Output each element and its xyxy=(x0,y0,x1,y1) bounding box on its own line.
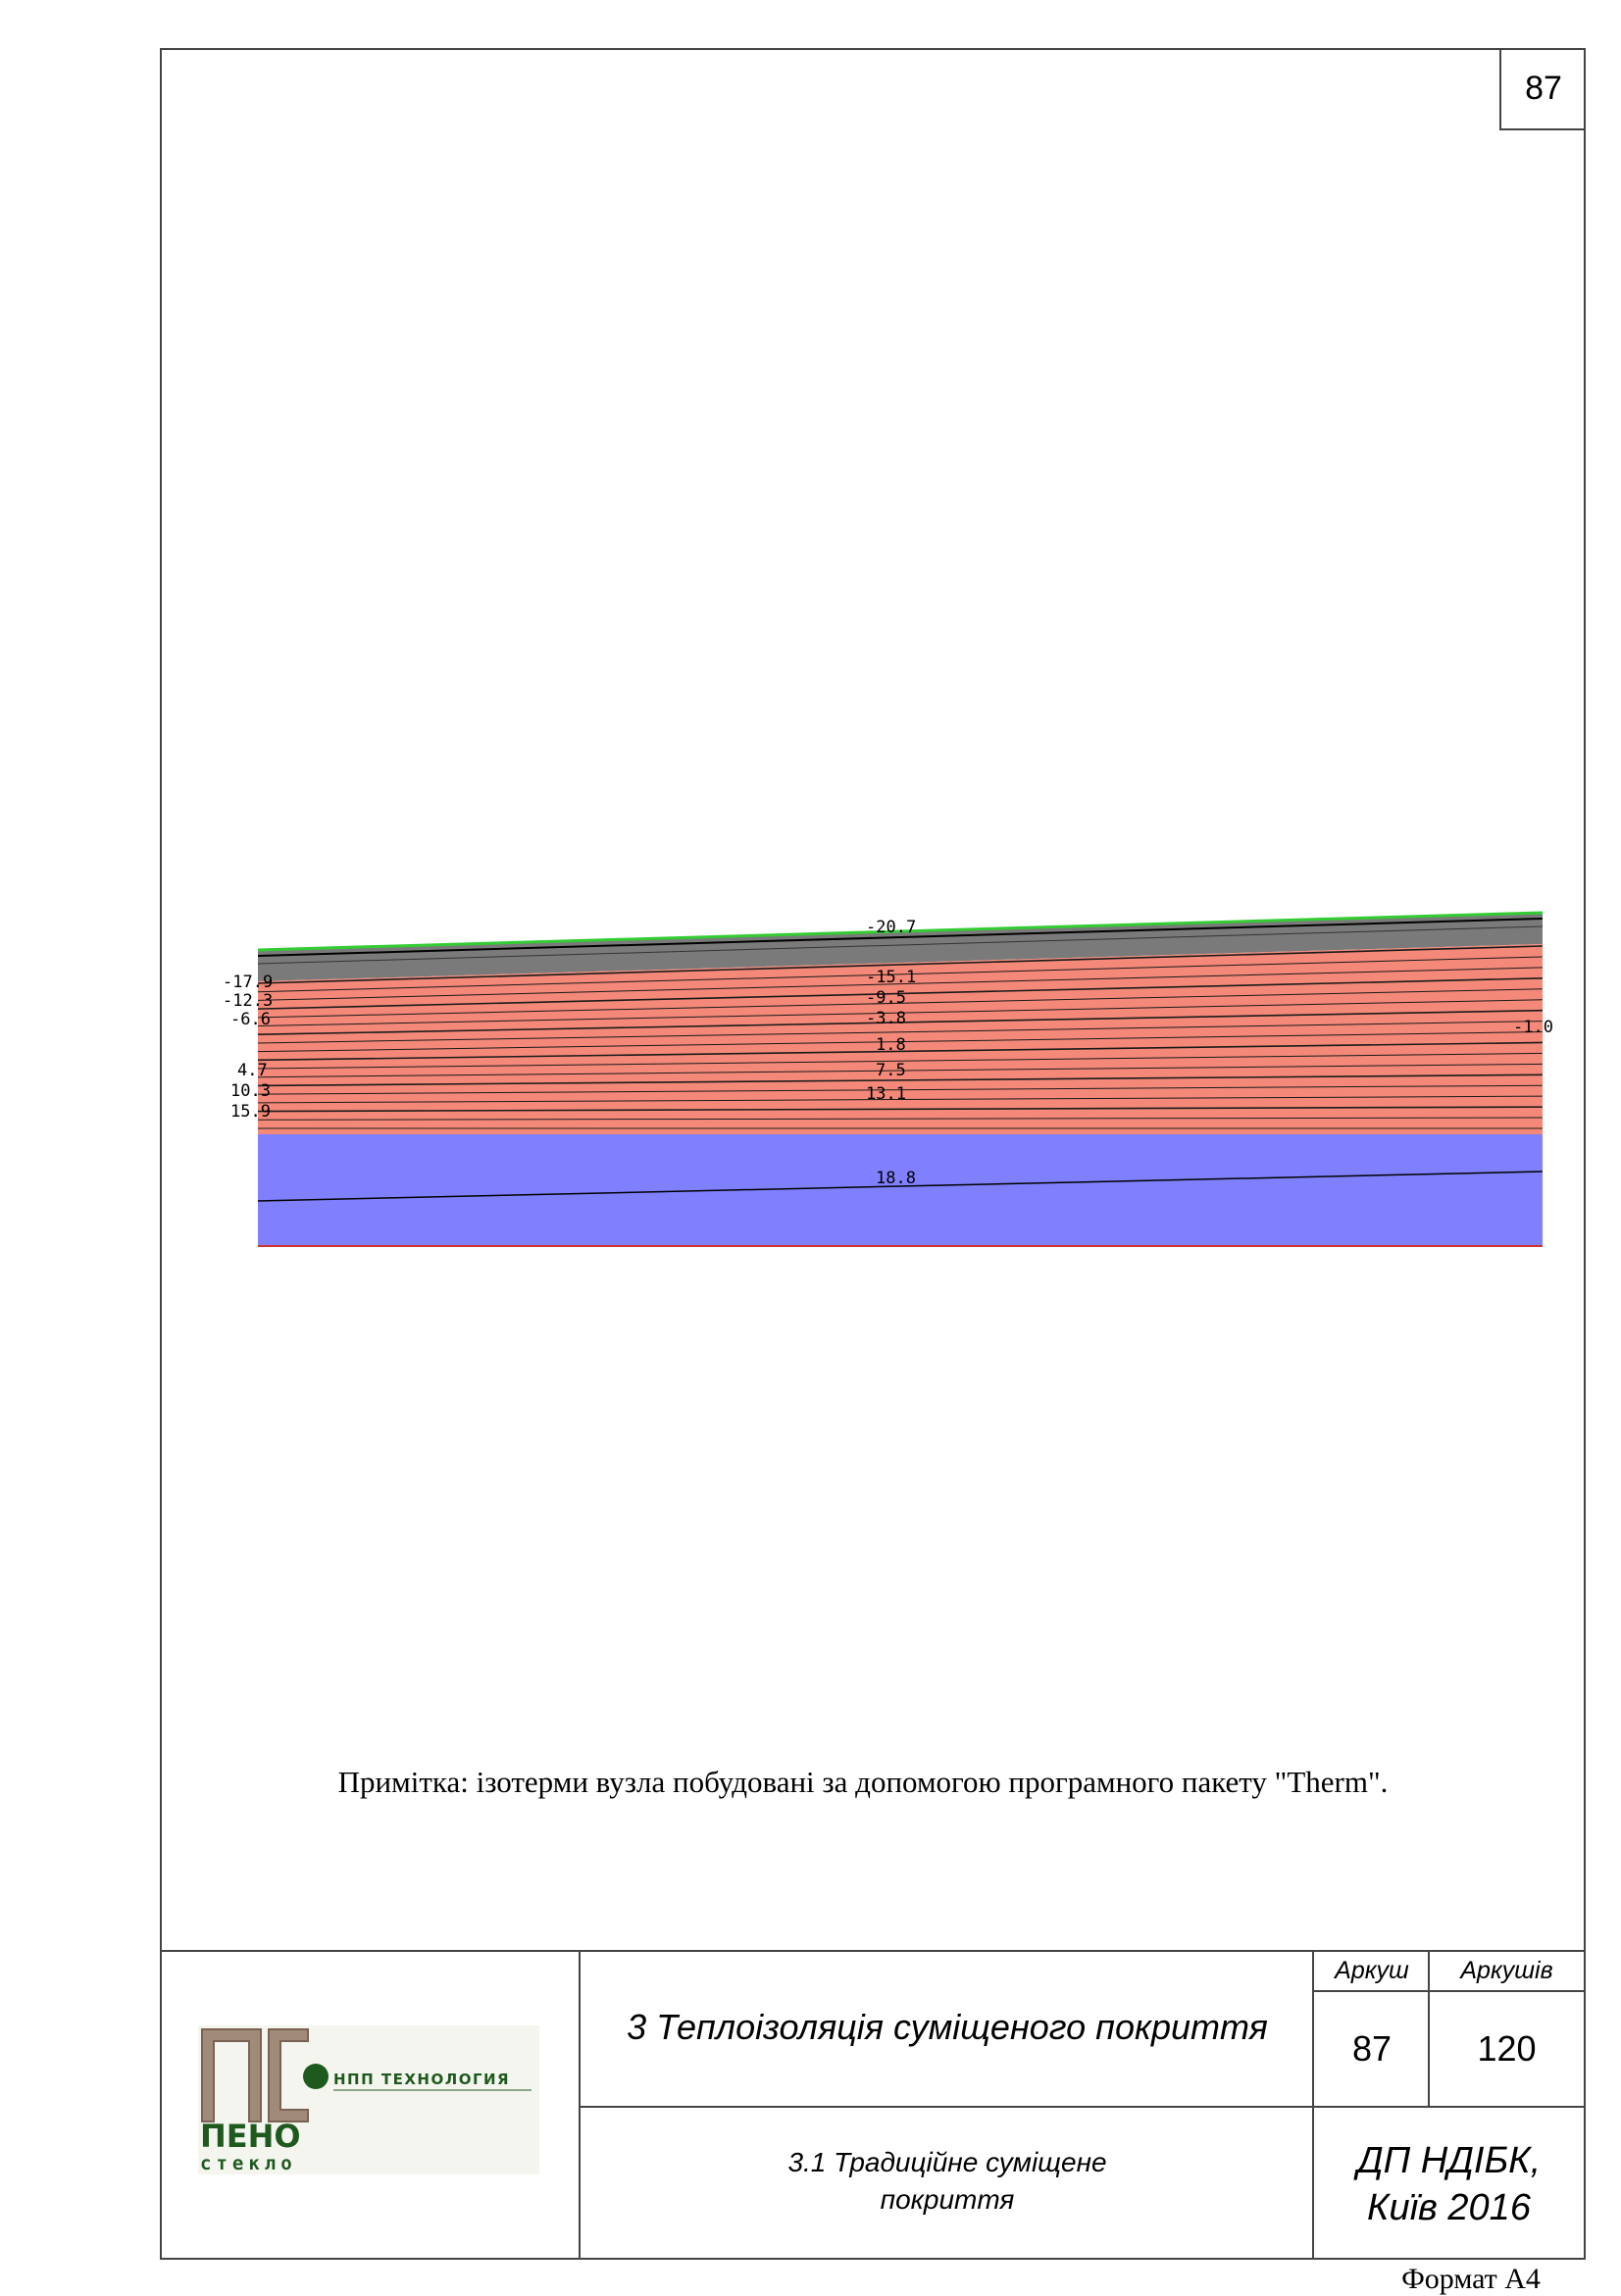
label-right: -1.0 xyxy=(1513,1018,1553,1037)
label-bottom-layer: 18.8 xyxy=(876,1169,916,1188)
company-logo xyxy=(198,2025,539,2174)
label-left-2: -12.3 xyxy=(223,991,274,1011)
slab-layer xyxy=(258,1134,1543,1246)
figure-note: Примітка: ізотерми вузла побудовані за допомогою програмного пакету "Therm". xyxy=(337,1765,1389,1799)
sheet-label: Аркуш xyxy=(1335,1956,1409,1984)
label-center-6: 13.1 xyxy=(866,1084,906,1104)
format-label: Формат А4 xyxy=(1401,2263,1541,2295)
label-left-1: -17.9 xyxy=(223,973,274,992)
label-center-2: -9.5 xyxy=(866,988,906,1008)
label-left-6: 15.9 xyxy=(230,1102,271,1122)
penosteklo-logo xyxy=(198,2025,539,2174)
label-left-5: 10.3 xyxy=(230,1081,271,1101)
subtitle-line-2: покриття xyxy=(880,2184,1015,2215)
page-number-box xyxy=(1499,48,1586,130)
isotherm-figure xyxy=(196,877,1579,1260)
organization xyxy=(1314,2108,1584,2260)
sheets-total: 120 xyxy=(1477,2028,1537,2069)
logo-word-top: ПЕНО xyxy=(200,2118,301,2155)
label-center-3: -3.8 xyxy=(866,1009,906,1028)
org-line-2: Київ 2016 xyxy=(1367,2186,1531,2228)
label-center-5: 7.5 xyxy=(876,1061,906,1080)
document-subtitle xyxy=(581,2137,1314,2225)
logo-word-bottom: стекло xyxy=(200,2153,297,2174)
sheets-label: Аркушів xyxy=(1460,1956,1553,1984)
label-left-3: -6.6 xyxy=(230,1010,271,1029)
label-center-4: 1.8 xyxy=(876,1035,906,1055)
label-top-surface: -20.7 xyxy=(866,918,917,937)
sheet-number: 87 xyxy=(1351,2028,1393,2069)
label-center-1: -15.1 xyxy=(866,968,917,987)
document-title: 3 Теплоізоляція суміщеного покриття xyxy=(627,2006,1268,2047)
label-left-4: 4.7 xyxy=(237,1061,268,1080)
org-line-1: ДП НДІБК, xyxy=(1356,2139,1542,2181)
logo-text: НПП ТЕХНОЛОГИЯ xyxy=(333,2071,511,2088)
page-number: 87 xyxy=(1525,69,1562,107)
subtitle-line-1: 3.1 Традиційне суміщене xyxy=(787,2147,1107,2177)
